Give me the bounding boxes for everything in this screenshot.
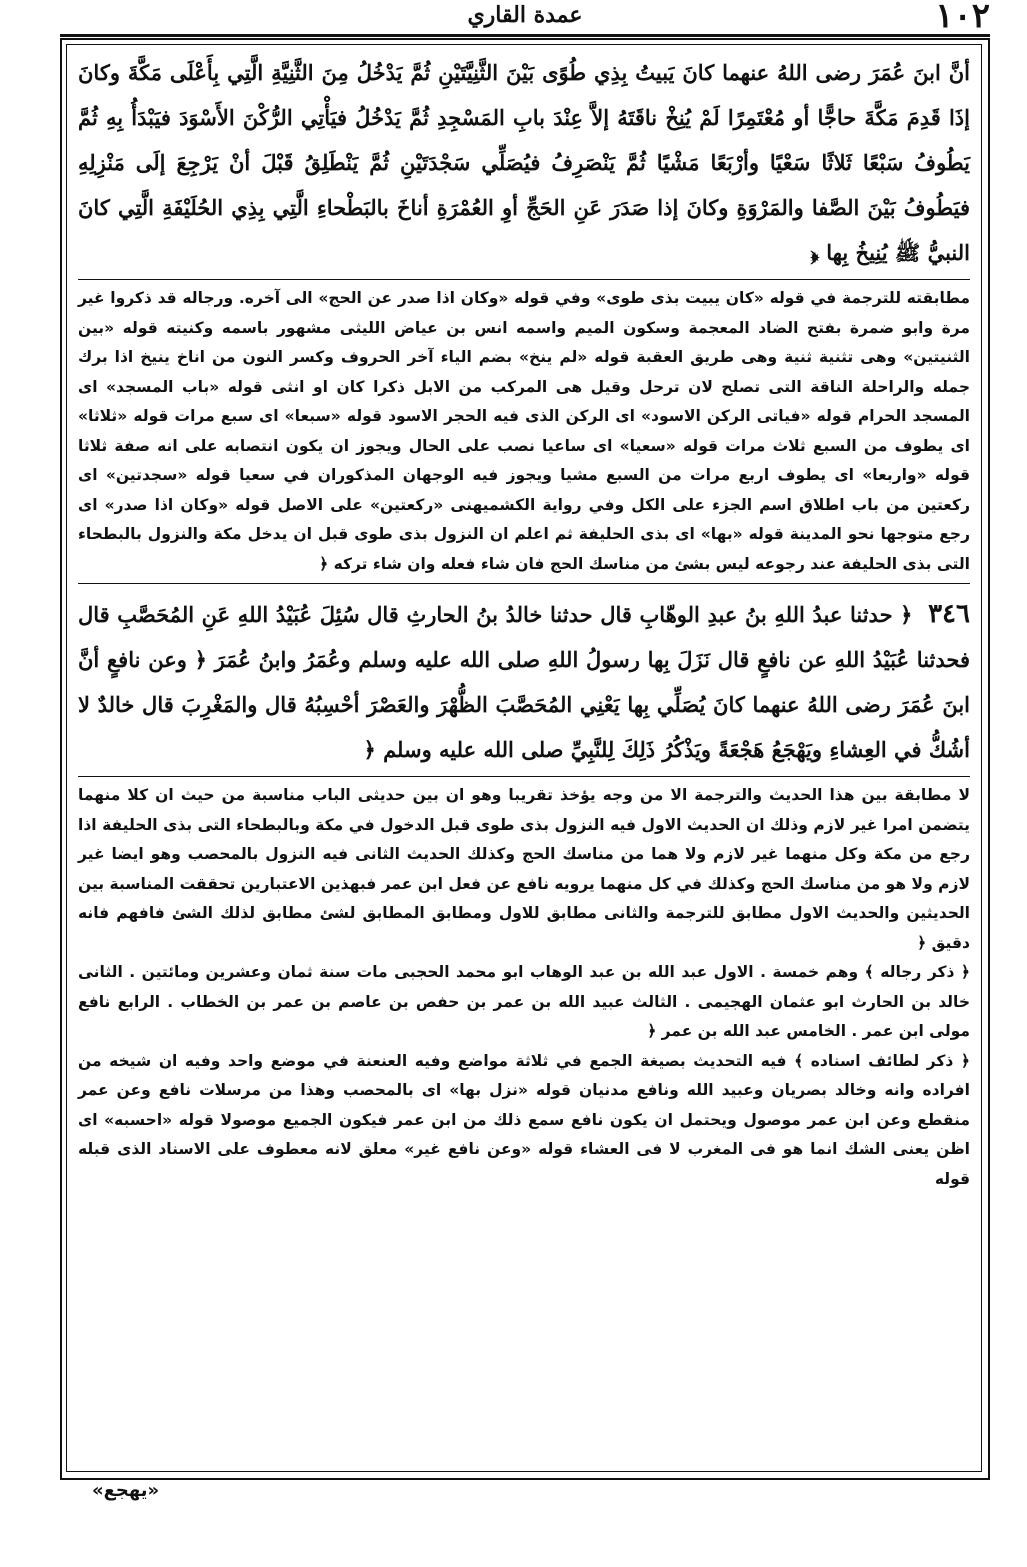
hadith-number: ٣٤٦ [928, 599, 970, 629]
header-rule [60, 34, 990, 37]
isnad-text: فيه التحديث بصيغة الجمع في ثلاثة مواضع وفيه العنعنة في موضع واحد وفيه ان شيخه من افراده وانه وخالد بصريان وعبيد الله ونافع مدنيان قوله «نزل بها» اى بالمحصب وهذا من مرسلات نافع وعن عمر منقطع وعن ابن عمر موصول ويحتمل ان يكون نافع سمع ذلك من ابن عمر فيكون الجميع موصولا قوله «احسبه» اى اظن يعنى الشك انما هو فى المغرب لا فى العشاء قوله «وعن نافع غير» معلق لانه معطوف على الاسناد الذى قبله قوله [78, 1051, 970, 1188]
page-header [60, 0, 990, 34]
divider [78, 583, 970, 584]
running-title: عمدة القاري [467, 2, 583, 28]
isnad-heading: ﴿ ذكر لطائف اسناده ﴾ [794, 1051, 970, 1070]
narrators-text: وهم خمسة . الاول عبد الله بن عبد الوهاب ابو محمد الحجبى مات سنة ثمان وعشرين ومائتين . الثانى خالد بن الحارث ابو عثمان الهجيمى . الثالث عبيد الله بن عمر بن حفص بن عاصم بن عمر بن الخطاب . الرابع نافع مولى ابن عمر . الخامس عبد الله بن عمر ﴿ [78, 963, 970, 1040]
commentary-2: لا مطابقة بين هذا الحديث والترجمة الا من وجه يؤخذ تقريبا وهو ان بين حديثى الباب مناسبة من حيث ان كلا منهما يتضمن امرا غير لازم وذلك ان الحديث الاول فيه النزول بذى طوى قبل الدخول في مكة وبالبطحاء التى بذى الحليفة اذا رجع من مكة وكل منهما غير لازم ولا هما من مناسك الحج وكذلك الحديث الثانى فيه النزول بالمحصب وهو ايضا غير لازم ولا هو من مناسك الحج وكذلك في كل منهما يرويه نافع عن فعل ابن عمر فبهذين الاعتبارين تحققت المناسبة بين الحديثين والحديث الاول مطابق للترجمة والثانى مطابق للاول ومطابق المطابق لشئ مطابق لذلك الشئ فافهم فانه دقيق ﴿ [78, 786, 970, 952]
narrators-heading: ﴿ ذكر رجاله ﴾ [864, 963, 970, 981]
divider [78, 279, 970, 280]
page-content [78, 50, 970, 1194]
isnad-section [78, 1047, 970, 1195]
page-number: ١٠٢ [935, 0, 990, 36]
commentary-1: مطابقته للترجمة في قوله «كان يبيت بذى طوى» وفي قوله «وكان اذا صدر عن الحج» الى آخره. ورجاله قد ذكروا غير مرة وابو ضمرة بفتح الضاد المعجمة وسكون الميم واسمه انس بن عياض الليثى مشهور باسمه وكنيته قوله «بين الثنيتين» وهى تثنية ثنية وهى طريق العقبة قوله «لم ينخ» بضم الياء آخر الحروف وكسر النون من اناخ ينيخ اذا برك جمله والراحلة الناقة التى تصلح لان ترحل وقيل هى المركب من الابل ذكرا كان او انثى قوله «باب المسجد» اى المسجد الحرام قوله «فياتى الركن الاسود» اى الركن الذى فيه الحجر الاسود قوله «سبعا» اى سبع مرات قوله «ثلاثا» اى يطوف من السبع ثلاث مرات قوله «سعيا» اى ساعيا نصب على الحال ويجوز ان يكون انتصابه على انه صفة ثلاثا قوله «واربعا» اى يطوف اربع مرات من السبع مشيا ويجوز فيه الوجهان المذكوران في سعيا قوله «سجدتين» اى ركعتين من باب اطلاق اسم الجزء على الكل وفي رواية الكشميهنى «ركعتين» على الاصل قوله «وكان اذا صدر» اى رجع متوجها نحو المدينة قوله «بها» اى بذى الحليفة ثم اعلم ان النزول بذى طوى قبل ان يدخل مكة والنزول بالبطحاء التى بذى الحليفة عند رجوعه ليس بشئ من مناسك الحج فان شاء فعله وان شاء تركه ﴿ [78, 289, 970, 573]
hadith-text-2: ﴿ حدثنا عبدُ اللهِ بنُ عبدِ الوهّابِ قال حدثنا خالدُ بنُ الحارثِ قال سُئِلَ عُبَيْدُ اللهِ عَنِ المُحَصَّبِ قال فحدثنا عُبَيْدُ اللهِ عن نافعٍ قال نَزَلَ بِها رسولُ اللهِ صلى الله عليه وسلم وعُمَرُ وابنُ عُمَرَ ﴿ وعن نافعٍ أنَّ ابنَ عُمَرَ رضى اللهُ عنهما كانَ يُصَلِّي بِها يَعْنِي المُحَصَّبَ الظُّهْرَ والعَصْرَ أحْسِبُهُ قال والمَغْرِبَ قال خالدٌ لا أشُكُّ في العِشاءِ ويَهْجَعُ هَجْعَةً ويَذْكُرُ ذَلِكَ لِلنَّبِيِّ صلى الله عليه وسلم ﴿ [78, 602, 970, 762]
narrators-section [78, 958, 970, 1047]
footer-catchword: «يهجع» [92, 1480, 160, 1501]
divider [78, 776, 970, 777]
hadith-block-2 [78, 592, 970, 772]
hadith-text-1: أنَّ ابنَ عُمَرَ رضى اللهُ عنهما كانَ يَبيتُ بِذِي طُوًى بَيْنَ الثَّنِيَّتَيْنِ ثُمَّ يَدْخُلُ مِنَ الثَّنِيَّةِ الَّتِي بِأَعْلَى مَكَّةَ وكانَ إذَا قَدِمَ مَكَّةَ حاجًّا أو مُعْتَمِرًا لَمْ يُنِخْ ناقَتَهُ إلاَّ عِنْدَ بابِ المَسْجِدِ ثُمَّ يَدْخُلُ فيَأْتِي الرُّكْنَ الأَسْوَدَ فيَبْدَأُ بِهِ ثُمَّ يَطُوفُ سَبْعًا ثَلاثًا سَعْيًا وأرْبَعًا مَشْيًا ثُمَّ يَنْصَرِفُ فيُصَلِّي سَجْدَتَيْنِ ثُمَّ يَنْطَلِقُ قَبْلَ أنْ يَرْجِعَ إلَى مَنْزِلِهِ فيَطُوفُ بَيْنَ الصَّفا والمَرْوَةِ وكانَ إذا صَدَرَ عَنِ الحَجِّ أوِ العُمْرَةِ أناخَ بالبَطْحاءِ الَّتِي بِذِي الحُلَيْفَةِ الَّتِي كانَ النبيُّ ﷺ يُنِيخُ بِها ﴿ [78, 60, 970, 265]
